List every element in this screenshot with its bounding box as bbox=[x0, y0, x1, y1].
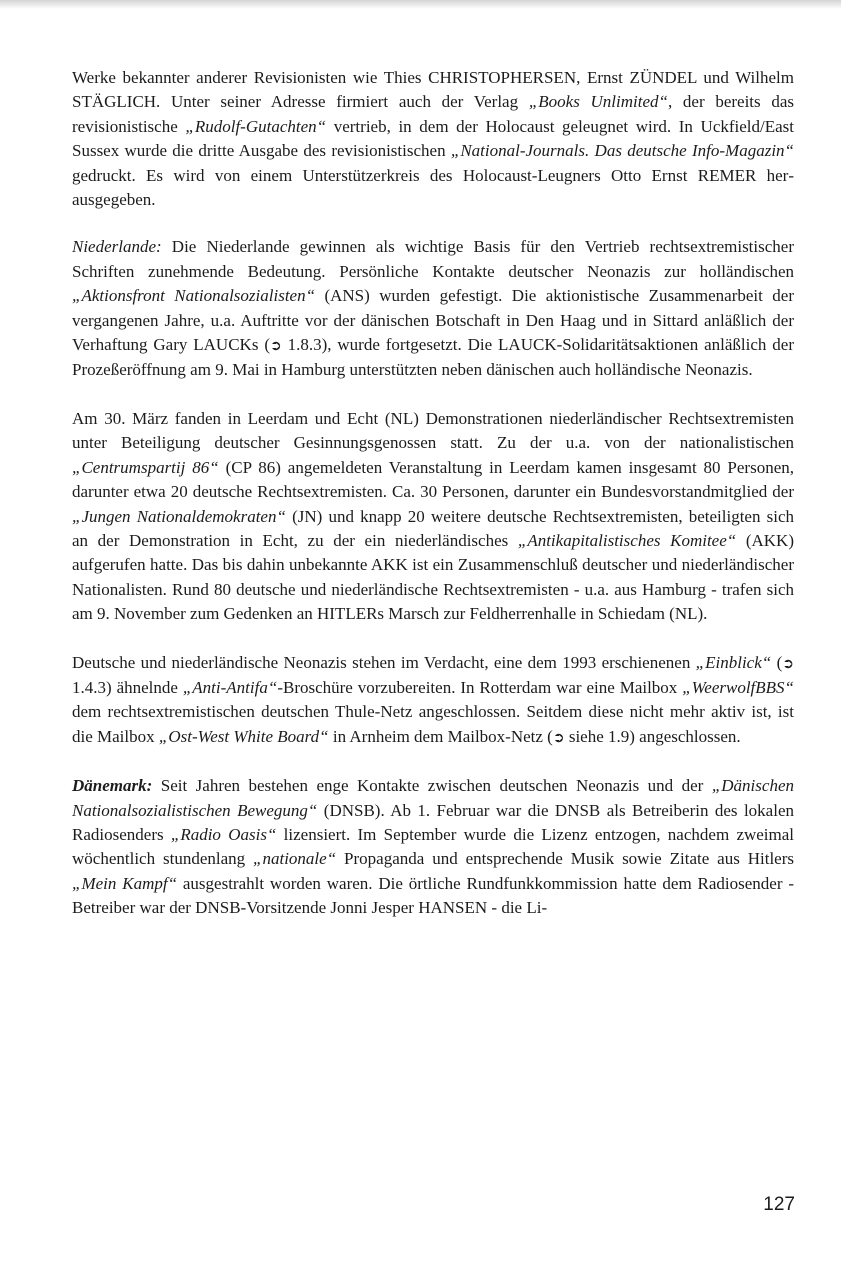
text-run: Am 30. März fanden in Leerdam und Echt (NL) Demonstrationen niederländischer Rechtsextremisten unter Beteiligung deutscher Gesinnungsgenossen statt. Zu der u.a. von der nationalistischen bbox=[72, 408, 794, 453]
text-run: (ANS) wurden gefestigt. Die aktionistische Zusammenarbeit der vergangenen Jahre, u.a. Auftritte vor der dänischen Botschaft in Den Haag und in Sittard anläßlich der Verhaftung Gary LAUCKs ( bbox=[72, 286, 794, 355]
text-run: (AKK) aufgerufen hatte. Das bis dahin unbekannte AKK ist ein Zusammenschluß deutscher und niederländischer Nationalisten. Rund 80 deutsche und niederländische Rechtsextremisten - u.a. aus Hamburg - trafen sich am 9. November zum Gedenken an HITLERs Marsch zur Feldherrenhalle in Schiedam (NL). bbox=[72, 530, 794, 624]
title-citation: „WeerwolfBBS“ bbox=[682, 677, 794, 697]
text-run: 1.8.3), wurde fortgesetzt. Die LAUCK-Solidaritätsaktionen anläßlich der Prozeßeröffnung am 9. Mai in Hamburg unterstützten neben dänischen auch holländische Neonazis. bbox=[72, 335, 795, 380]
title-citation: „National-Journals. Das deutsche Info-Magazin“ bbox=[450, 141, 794, 161]
title-citation: „Radio Oasis“ bbox=[170, 824, 277, 844]
paragraph-uk bbox=[72, 66, 794, 212]
title-citation: „nationale“ bbox=[253, 849, 337, 869]
title-citation: „Dänischen Nationalsozialistischen Bewegung“ bbox=[72, 776, 794, 820]
text-run: ausgestrahlt worden waren. Die örtliche Rundfunkkommission hatte dem Radiosender - Betreiber war der DNSB-Vorsitzende Jonni Jesper HANSEN - die Li- bbox=[72, 873, 794, 918]
cross-reference-arrow-icon: ➲ bbox=[269, 338, 282, 355]
text-run: (JN) und knapp 20 weitere deutsche Rechtsextremisten, beteiligten sich an der Demonstration in Echt, zu der ein niederländisches bbox=[72, 506, 795, 550]
title-citation: „Centrumspartij 86“ bbox=[72, 457, 219, 477]
text-run: lizensiert. Im September wurde die Lizenz entzogen, nachdem zweimal wöchentlich stundenlang bbox=[72, 824, 795, 869]
title-citation: „Books Unlimited“ bbox=[528, 92, 668, 112]
text-run: gedruckt. Es wird von einem Unterstützerkreis des Holocaust-Leugners Otto Ernst REMER herausgegeben. bbox=[72, 165, 794, 210]
text-run: (DNSB). Ab 1. Februar war die DNSB als Betreiberin des lokalen Radiosenders bbox=[72, 800, 794, 844]
cross-reference-arrow-icon: ➲ bbox=[782, 655, 794, 672]
text-run: vertrieb, in dem der Holocaust geleugnet wird. In Uckfield/East Sussex wurde die dritte Ausgabe des revisionistischen bbox=[72, 116, 795, 161]
text-run: Propaganda und entsprechende Musik sowie Zitate aus Hitlers bbox=[336, 849, 794, 869]
title-citation: „Ost-West White Board“ bbox=[158, 726, 329, 746]
text-run: Deutsche und niederländische Neonazis stehen im Verdacht, eine dem 1993 erschienenen bbox=[72, 652, 696, 672]
title-citation: „Aktionsfront Nationalsozialisten“ bbox=[72, 286, 316, 306]
title-citation: „Rudolf-Gutachten“ bbox=[185, 116, 327, 136]
text-run: Die Niederlande gewinnen als wichtige Basis für den Vertrieb rechtsextremistischer Schriften zunehmende Bedeutung. Persönliche Kontakte deutscher Neonazis zur holländischen bbox=[72, 237, 794, 281]
page-body bbox=[72, 66, 794, 945]
paragraph-denmark bbox=[72, 774, 794, 920]
text-run: in Arnheim dem Mailbox-Netz ( bbox=[328, 726, 553, 746]
title-citation: „Antikapitalistisches Komitee“ bbox=[517, 530, 737, 550]
text-run: Werke bekannter anderer Revisionisten wie Thies CHRISTOPHERSEN, Ernst ZÜNDEL und Wilhelm STÄGLICH. Unter seiner Adresse firmiert auch der Verlag bbox=[72, 68, 794, 112]
paragraph-netherlands-1 bbox=[72, 235, 794, 382]
text-run: dem rechtsextremistischen deutschen Thule-Netz angeschlossen. Seitdem diese nicht mehr aktiv ist, ist die Mailbox bbox=[72, 702, 794, 746]
text-run: siehe 1.9) angeschlossen. bbox=[564, 726, 741, 746]
text-run: -Broschüre vorzubereiten. In Rotterdam war eine Mailbox bbox=[277, 677, 683, 697]
title-citation: „Anti-Antifa“ bbox=[182, 677, 278, 697]
section-heading: Dänemark: bbox=[72, 776, 153, 796]
page-number: 127 bbox=[763, 1194, 795, 1215]
title-citation: „Jungen Nationaldemokraten“ bbox=[72, 506, 286, 526]
text-run: , der bereits das revisionistische bbox=[72, 92, 795, 136]
text-run: (CP 86) angemeldeten Veranstaltung in Leerdam kamen insgesamt 80 Personen, darunter etwa 20 deutsche Rechtsextremisten. Ca. 30 Personen, darunter ein Bundesvorstandmitglied der bbox=[72, 457, 794, 502]
paragraph-netherlands-3 bbox=[72, 651, 794, 751]
text-run: 1.4.3) ähnelnde bbox=[72, 677, 183, 697]
title-citation: „Einblick“ bbox=[695, 652, 772, 672]
title-citation: „Mein Kampf“ bbox=[72, 873, 178, 893]
scan-top-edge bbox=[0, 0, 841, 9]
text-run: Seit Jahren bestehen enge Kontakte zwischen deutschen Neonazis und der bbox=[152, 776, 712, 796]
paragraph-netherlands-2 bbox=[72, 407, 794, 627]
text-run: ( bbox=[771, 652, 783, 672]
cross-reference-arrow-icon: ➲ bbox=[552, 729, 565, 746]
section-heading: Niederlande: bbox=[72, 237, 162, 257]
